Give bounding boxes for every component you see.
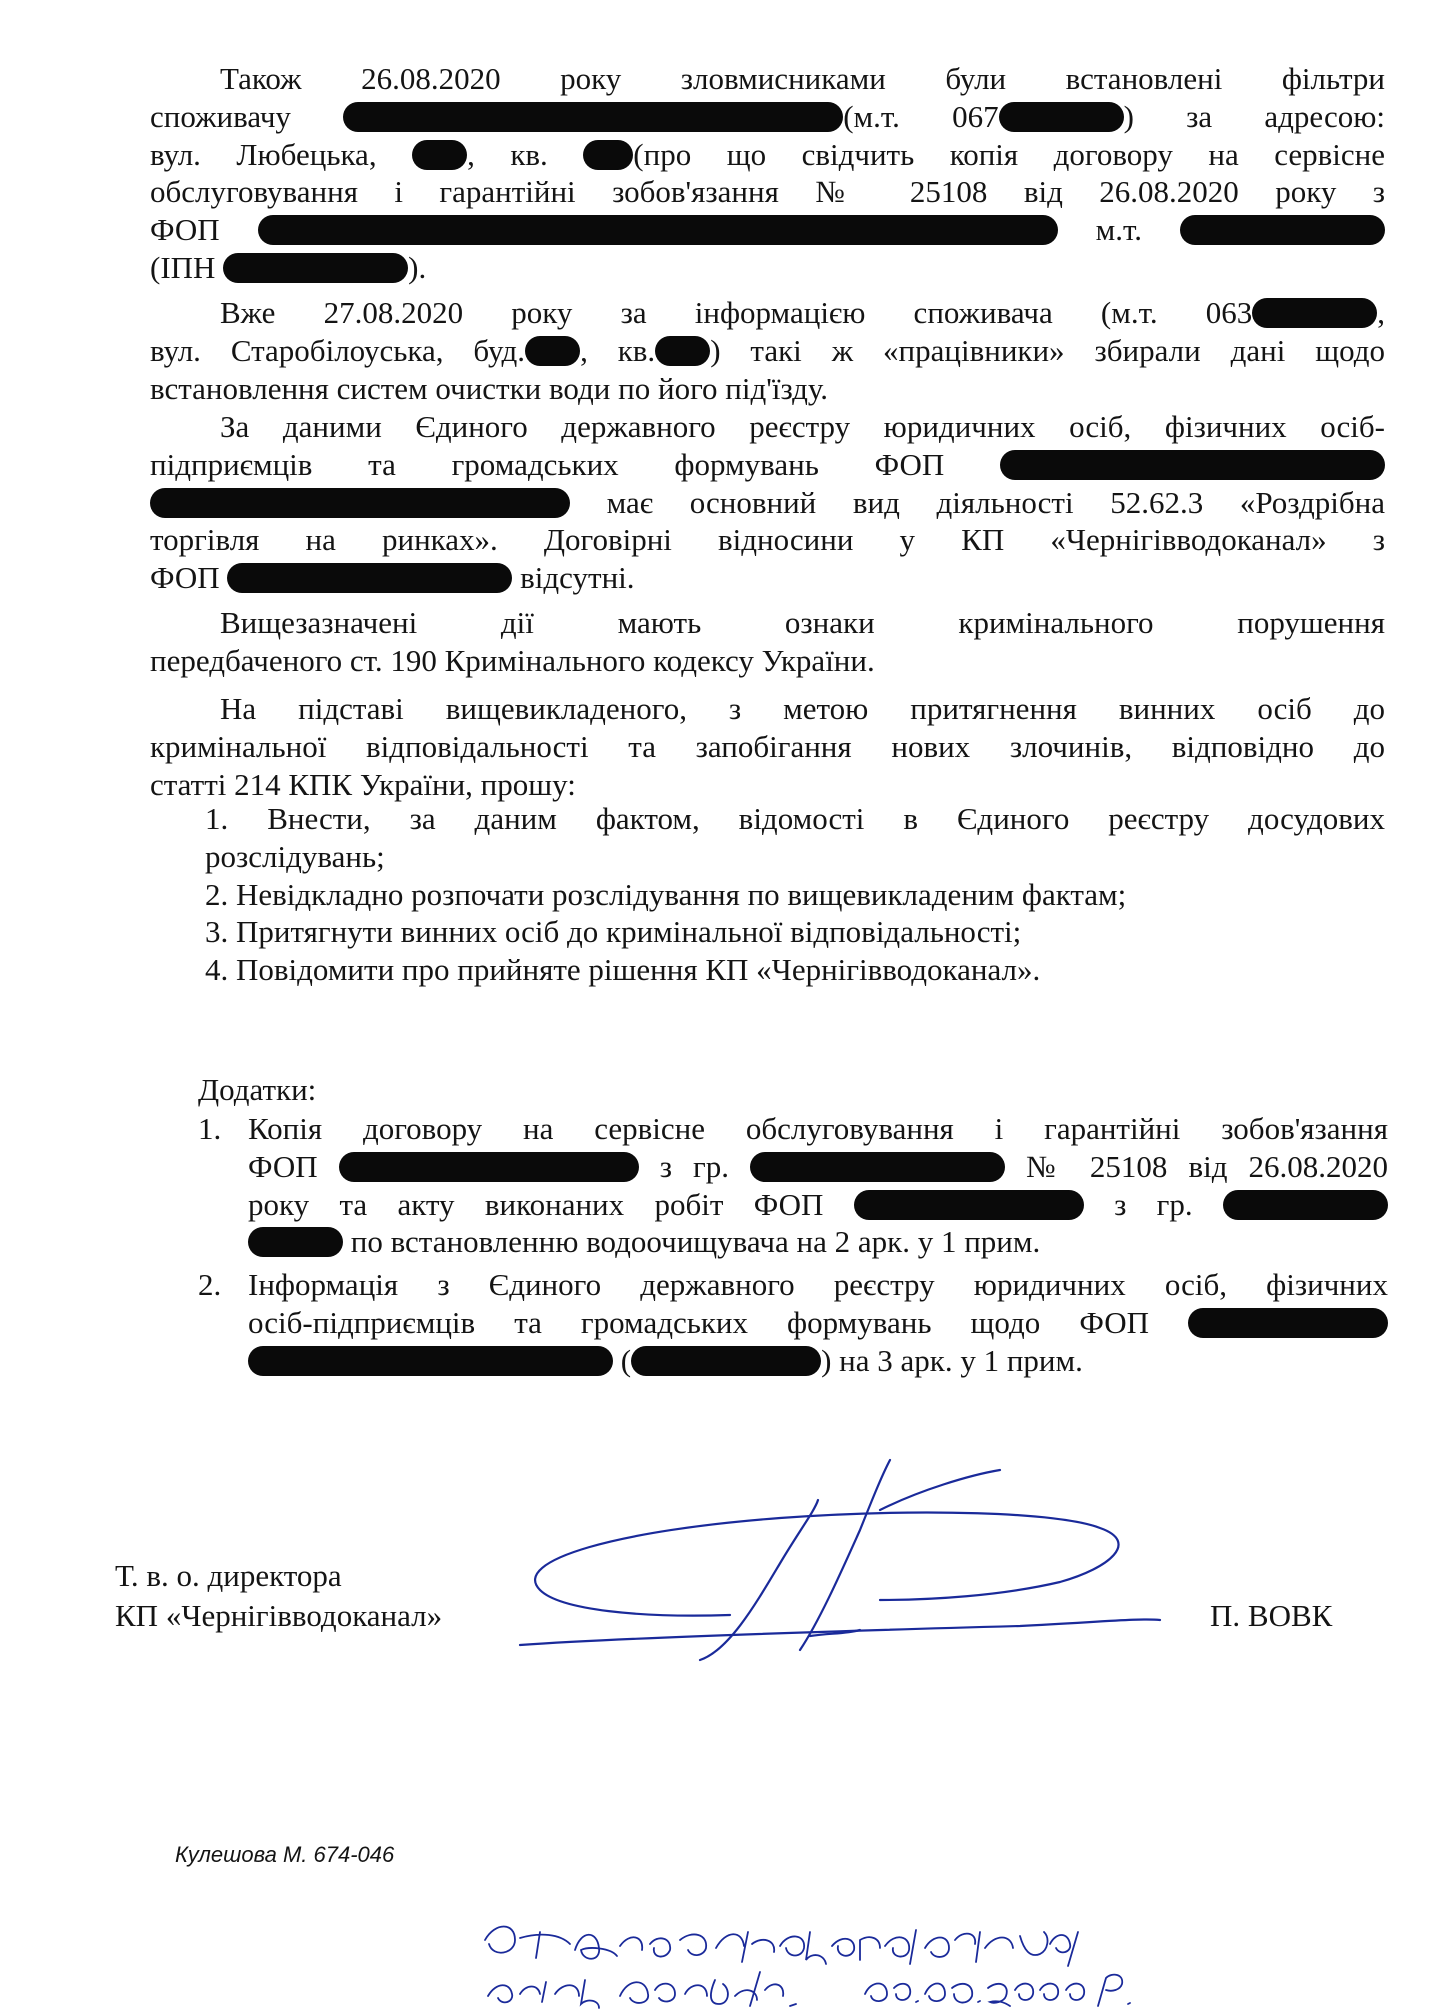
redaction-bar	[258, 215, 1058, 245]
paragraph-data-collection	[150, 294, 1385, 407]
line: торгівля на ринках». Договірні відносини у КП «Чернігівводоканал» з	[150, 522, 1385, 558]
redaction-bar	[339, 1152, 639, 1182]
list-item: 3. Притягнути винних осіб до кримінальної відповідальності;	[205, 914, 1022, 950]
redaction-bar	[1223, 1190, 1388, 1220]
line: року та акту виконаних робіт ФОП з гр.	[248, 1186, 1388, 1224]
line: передбаченого ст. 190 Кримінального кодексу України.	[150, 642, 875, 678]
redaction-bar	[150, 488, 570, 518]
line: вул. Любецька, , кв. (про що свідчить копія договору на сервісне	[150, 136, 1385, 172]
line: Вищезазначені дії мають ознаки кримінального порушення	[220, 605, 1385, 640]
line: Вже 27.08.2020 року за інформацією споживача (м.т. 063 ,	[220, 295, 1385, 330]
redaction-bar	[525, 336, 580, 366]
paragraph-request	[150, 690, 1385, 803]
line: вул. Старобілоуська, буд. , кв. ) такі ж «працівники» збирали дані щодо	[150, 332, 1385, 368]
line: Інформація з Єдиного державного реєстру юридичних осіб, фізичних	[248, 1267, 1388, 1302]
redaction-bar	[343, 102, 843, 132]
signatory-title: Т. в. о. директора	[115, 1558, 342, 1593]
signatory-position	[115, 1556, 442, 1636]
attachment-number: 2.	[198, 1267, 222, 1302]
signatory-organization: КП «Чернігівводоканал»	[115, 1598, 443, 1633]
line: За даними Єдиного державного реєстру юридичних осіб, фізичних осіб-	[220, 409, 1385, 444]
redaction-bar	[1000, 450, 1385, 480]
handwritten-receipt-note	[480, 1910, 1240, 2015]
line: обслуговування і гарантійні зобов'язання № 25108 від 26.08.2020 року з	[150, 174, 1385, 210]
list-item: 4. Повідомити про прийняте рішення КП «Чернігівводоканал».	[205, 952, 1041, 988]
line: споживачу (м.т. 067 ) за адресою:	[150, 98, 1385, 134]
signatory-name: П. ВОВК	[1210, 1598, 1333, 1633]
list-item-continuation: розслідувань;	[205, 838, 385, 874]
redaction-bar	[655, 336, 710, 366]
attachment-number: 1.	[198, 1111, 222, 1146]
line: (ІПН ).	[150, 249, 427, 285]
executor-contact: Кулешова М. 674-046	[175, 1842, 395, 1867]
line: має основний вид діяльності 52.62.3 «Роздрібна	[150, 484, 1385, 522]
paragraph-filters	[150, 60, 1385, 287]
attachments-title: Додатки:	[198, 1072, 317, 1107]
line: Також 26.08.2020 року зловмисниками були встановлені фільтри	[220, 61, 1385, 96]
line: ( ) на 3 арк. у 1 прим.	[248, 1342, 1388, 1380]
redaction-bar	[750, 1152, 1005, 1182]
redaction-bar	[223, 253, 408, 283]
paragraph-criminal-signs	[150, 604, 1385, 680]
redaction-bar	[999, 102, 1124, 132]
attachment-body	[248, 1110, 1388, 1261]
line: встановлення систем очистки води по його під'їзду.	[150, 370, 829, 406]
line: ФОП з гр. № 25108 від 26.08.2020	[248, 1148, 1388, 1184]
line: підприємців та громадських формувань ФОП	[150, 446, 1385, 484]
line: кримінальної відповідальності та запобігання нових злочинів, відповідно до	[150, 728, 1385, 764]
redaction-bar	[854, 1190, 1084, 1220]
line: ФОП відсутні.	[150, 560, 635, 596]
redaction-bar	[248, 1346, 613, 1376]
redaction-bar	[1180, 215, 1385, 245]
redaction-bar	[248, 1227, 343, 1257]
redaction-bar	[412, 140, 467, 170]
line: На підставі вищевикладеного, з метою притягнення винних осіб до	[220, 691, 1385, 726]
line: осіб-підприємців та громадських формувань щодо ФОП	[248, 1304, 1388, 1342]
line: ФОП м.т.	[150, 211, 1385, 249]
redaction-bar	[1252, 298, 1377, 328]
paragraph-registry	[150, 408, 1385, 597]
handwritten-signature	[500, 1450, 1170, 1670]
redaction-bar	[1188, 1308, 1388, 1338]
attachment-body	[248, 1266, 1388, 1379]
redaction-bar	[631, 1346, 821, 1376]
line: по встановленню водоочищувача на 2 арк. у 1 прим.	[248, 1223, 1388, 1261]
line: Копія договору на сервісне обслуговування і гарантійні зобов'язання	[248, 1111, 1388, 1146]
line: статті 214 КПК України, прошу:	[150, 766, 576, 802]
request-list	[205, 800, 1385, 989]
redaction-bar	[583, 140, 633, 170]
redaction-bar	[227, 563, 512, 593]
list-item: 1. Внести, за даним фактом, відомості в Єдиного реєстру досудових	[205, 801, 1385, 836]
list-item: 2. Невідкладно розпочати розслідування по вищевикладеним фактам;	[205, 876, 1127, 912]
